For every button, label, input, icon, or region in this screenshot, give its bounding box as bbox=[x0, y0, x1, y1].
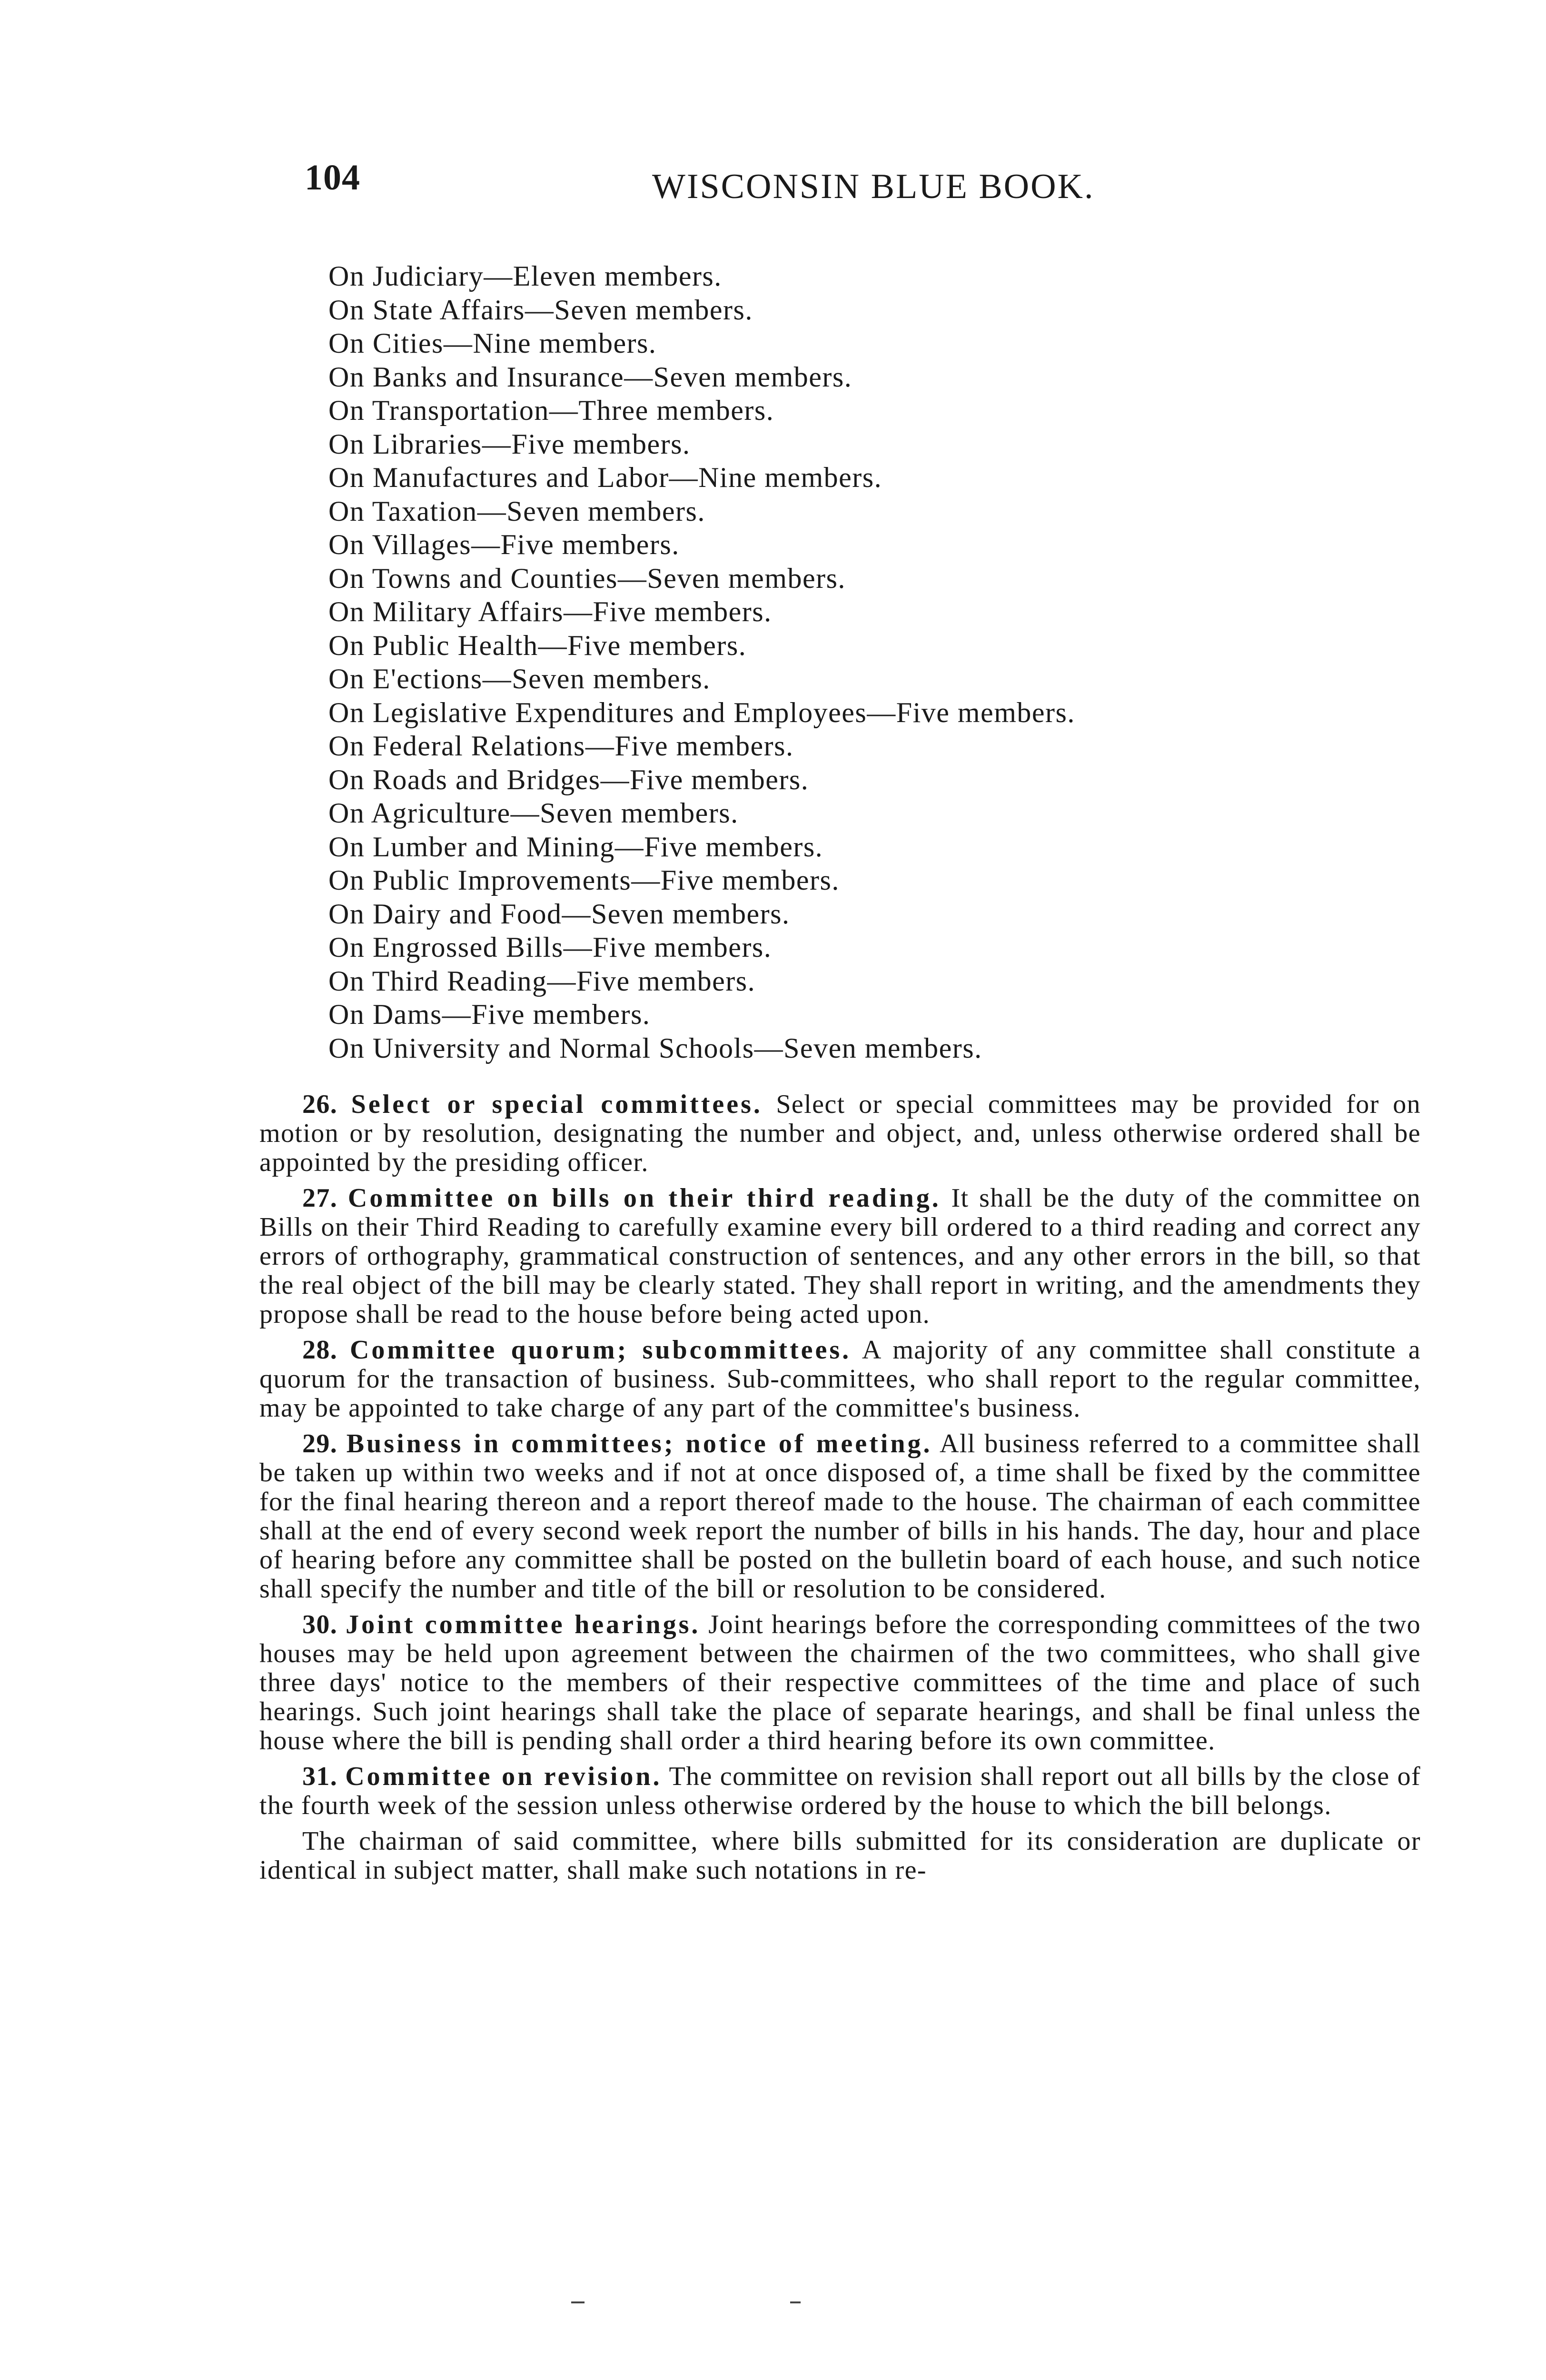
list-item: On Federal Relations—Five members. bbox=[328, 730, 794, 762]
rule-number: 31. bbox=[302, 1762, 338, 1791]
rule-28 bbox=[259, 1336, 1421, 1423]
running-title: WISCONSIN BLUE BOOK. bbox=[652, 167, 1095, 206]
rules-section bbox=[259, 1090, 1421, 1892]
list-item: On State Affairs—Seven members. bbox=[328, 294, 753, 326]
list-item: On Cities—Nine members. bbox=[328, 327, 657, 359]
rule-heading: Joint committee hearings. bbox=[346, 1610, 701, 1639]
continuation-paragraph bbox=[259, 1827, 1421, 1885]
rule-26 bbox=[259, 1090, 1421, 1177]
rule-number: 28. bbox=[302, 1335, 338, 1365]
rule-number: 26. bbox=[302, 1090, 338, 1119]
list-item: On Villages—Five members. bbox=[328, 529, 680, 560]
rule-text: All business referred to a committee shall be taken up within two weeks and if not at once disposed of, a time shall be fixed by the committee for the final hearing thereon and a report thereof made to the house. The chairman of each committee shall at the end of every second week report the number of bills in his hands. The day, hour and place of hearing before any committee shall be posted on the bulletin board of each house, and such notice shall specify the number and title of the bill or resolution to be considered. bbox=[259, 1429, 1421, 1604]
committee-list bbox=[328, 259, 1447, 1065]
rule-number: 27. bbox=[302, 1183, 338, 1213]
list-item: On E'ections—Seven members. bbox=[328, 663, 711, 694]
rule-heading: Committee on bills on their third reading. bbox=[347, 1183, 941, 1213]
list-item: On Dairy and Food—Seven members. bbox=[328, 898, 790, 930]
rule-31 bbox=[259, 1762, 1421, 1820]
list-item: On University and Normal Schools—Seven members. bbox=[328, 1032, 982, 1064]
rule-text: It shall be the duty of the committee on Bills on their Third Reading to carefully examine every bill ordered to a third reading and correct any errors of orthography, grammatical construction of sentences, and any other errors in the bill, so that the real object of the bill may be clearly stated. They shall report in writing, and the amendments they propose shall be read to the house before being acted upon. bbox=[259, 1183, 1421, 1329]
list-item: On Taxation—Seven members. bbox=[328, 495, 705, 527]
list-item: On Judiciary—Eleven members. bbox=[328, 260, 722, 292]
list-item: On Banks and Insurance—Seven members. bbox=[328, 361, 852, 393]
list-item: On Public Improvements—Five members. bbox=[328, 864, 840, 896]
rule-heading: Committee on revision. bbox=[345, 1762, 662, 1791]
print-mark bbox=[571, 2301, 585, 2303]
list-item: On Lumber and Mining—Five members. bbox=[328, 831, 823, 863]
list-item: On Legislative Expenditures and Employees—Five members. bbox=[328, 696, 1075, 728]
rule-text: A majority of any committee shall constitute a quorum for the transaction of business. Sub-committees, who shall report to the regular committee, may be appointed to take charge of any part of the committee's business. bbox=[259, 1335, 1421, 1423]
list-item: On Military Affairs—Five members. bbox=[328, 596, 772, 627]
list-item: On Dams—Five members. bbox=[328, 999, 651, 1030]
list-item: On Towns and Counties—Seven members. bbox=[328, 562, 846, 594]
rule-heading: Select or special committees. bbox=[351, 1090, 763, 1119]
rule-number: 30. bbox=[302, 1610, 338, 1639]
list-item: On Transportation—Three members. bbox=[328, 395, 774, 426]
list-item: On Agriculture—Seven members. bbox=[328, 797, 739, 829]
continuation-text: The chairman of said committee, where bills submitted for its consideration are duplicate or identical in subject matter, shall make such notations in re- bbox=[259, 1826, 1421, 1885]
list-item: On Public Health—Five members. bbox=[328, 629, 747, 661]
rule-29 bbox=[259, 1429, 1421, 1604]
rule-27 bbox=[259, 1184, 1421, 1329]
rule-text: Select or special committees may be provided for on motion or by resolution, designating the number and object, and, unless otherwise ordered shall be appointed by the presiding officer. bbox=[259, 1090, 1421, 1177]
list-item: On Manufactures and Labor—Nine members. bbox=[328, 462, 882, 493]
rule-number: 29. bbox=[302, 1429, 338, 1458]
rule-heading: Committee quorum; subcommittees. bbox=[349, 1335, 852, 1365]
list-item: On Third Reading—Five members. bbox=[328, 965, 756, 997]
rule-30 bbox=[259, 1610, 1421, 1755]
list-item: On Roads and Bridges—Five members. bbox=[328, 764, 809, 795]
list-item: On Engrossed Bills—Five members. bbox=[328, 932, 772, 963]
rule-text: The committee on revision shall report out all bills by the close of the fourth week of the session unless otherwise ordered by the house to which the bill belongs. bbox=[259, 1762, 1421, 1820]
list-item: On Libraries—Five members. bbox=[328, 428, 691, 460]
rule-heading: Business in committees; notice of meeting. bbox=[346, 1429, 932, 1458]
print-mark bbox=[790, 2301, 801, 2303]
page-number: 104 bbox=[305, 158, 360, 198]
rule-text: Joint hearings before the corresponding committees of the two houses may be held upon agreement between the chairmen of the two committees, who shall give three days' notice to the members of their respective committees of the time and place of such hearings. Such joint hearings shall take the place of separate hearings, and shall be final unless the house where the bill is pending shall order a third hearing before its own committee. bbox=[259, 1610, 1421, 1755]
